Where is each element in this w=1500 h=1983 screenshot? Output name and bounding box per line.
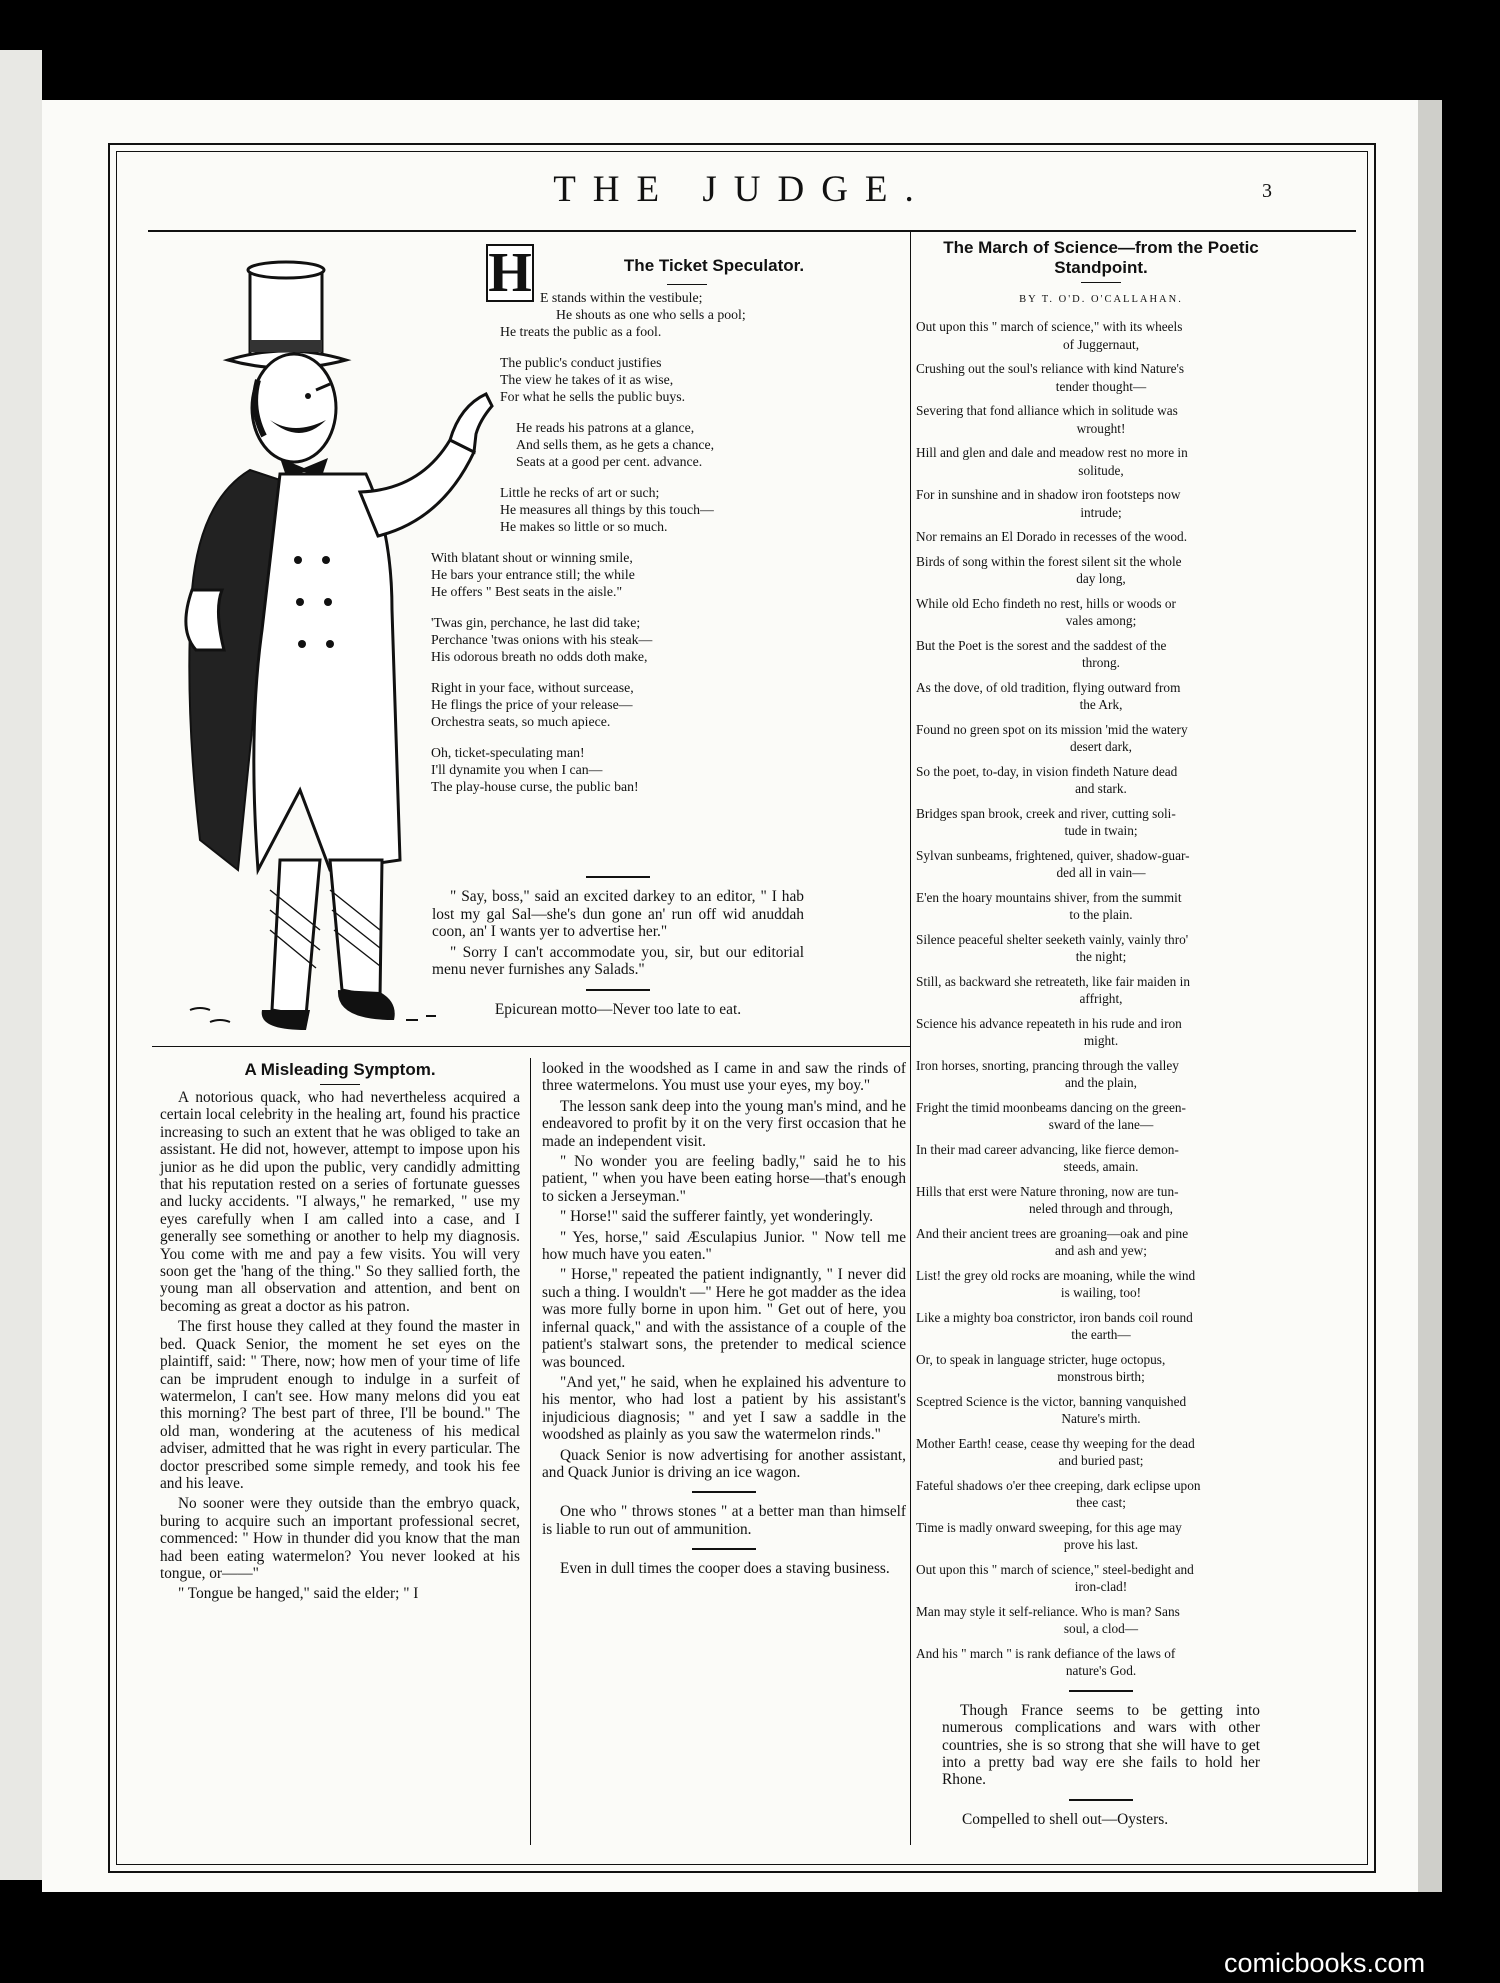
drop-cap: H bbox=[486, 244, 534, 302]
symptom-paragraph: " Horse!" said the sufferer faintly, yet wonderingly. bbox=[560, 1208, 874, 1226]
symptom-paragraph: " No wonder you are feeling badly," said he to his patient, " when you have been eating horse—that's enough to sicken a Jerseyman." bbox=[542, 1153, 906, 1205]
science-couplet bbox=[916, 889, 1286, 924]
science-couplet bbox=[916, 721, 1286, 756]
science-couplet bbox=[916, 679, 1286, 714]
science-couplet bbox=[916, 1183, 1286, 1218]
poem-stanzas bbox=[431, 289, 888, 795]
science-line-continued: tender thought— bbox=[1055, 378, 1147, 394]
science-line-continued: wrought! bbox=[1076, 420, 1126, 436]
science-couplet bbox=[916, 847, 1286, 882]
science-couplet bbox=[916, 1393, 1286, 1428]
science-line-continued: vales among; bbox=[1065, 613, 1137, 629]
poem-line: The public's conduct justifies bbox=[500, 355, 662, 370]
science-couplet bbox=[916, 553, 1286, 588]
science-couplet bbox=[916, 931, 1286, 966]
poem-line: He treats the public as a fool. bbox=[500, 324, 662, 339]
science-line: And their ancient trees are groaning—oak and pine bbox=[916, 1225, 1189, 1241]
science-line: Fright the timid moonbeams dancing on the green- bbox=[916, 1099, 1186, 1115]
science-line: Out upon this " march of science," steel-bedight and bbox=[916, 1561, 1194, 1577]
science-line-continued: the earth— bbox=[1071, 1327, 1131, 1343]
symptom-paragraph: A notorious quack, who had nevertheless acquired a certain local celebrity in the healing art, found his practice increasing to such an extent that he was obliged to take an assistant. He did not, however, attempt to impose upon his junior as he did upon the public, very candidly admitting that his reputation rested on a series of fortunate guesses and lucky accidents. "I always," he remarked, " use my eyes carefully when I am called into a case, and I generally see something or another to help my diagnosis. You come with me and pay a few visits. You will very soon get the 'hang of the thing." So they sallied forth, the young man all observation and attention, and bent on becoming as great a doctor as his patron. bbox=[160, 1089, 520, 1315]
science-couplet bbox=[916, 1099, 1286, 1134]
science-line-continued: monstrous birth; bbox=[1057, 1369, 1145, 1385]
poem-line: He bars your entrance still; the while bbox=[431, 567, 635, 582]
poem-line: And sells them, as he gets a chance, bbox=[516, 437, 715, 452]
science-line-continued: nature's God. bbox=[1065, 1663, 1137, 1679]
science-line-continued: Nature's mirth. bbox=[1061, 1411, 1141, 1427]
poem-line: He shouts as one who sells a pool; bbox=[556, 307, 746, 322]
poem-stanza bbox=[500, 354, 888, 405]
march-of-science-title: The March of Science—from the Poetic Standpoint. bbox=[943, 238, 1259, 277]
misleading-symptom-col2 bbox=[542, 1060, 906, 1581]
masthead-title: THE JUDGE. bbox=[553, 169, 931, 210]
science-title-rule bbox=[1081, 282, 1121, 283]
column-rule-right bbox=[910, 230, 911, 1845]
science-line: Bridges span brook, creek and river, cutting soli- bbox=[916, 805, 1176, 821]
science-line: Man may style it self-reliance. Who is man? Sans bbox=[916, 1603, 1180, 1619]
ticket-speculator-article bbox=[431, 242, 888, 809]
science-line: But the Poet is the sorest and the saddest of the bbox=[916, 637, 1167, 653]
science-couplet bbox=[916, 1603, 1286, 1638]
science-line-continued: the Ark, bbox=[1079, 697, 1123, 713]
science-couplet bbox=[916, 1309, 1286, 1344]
symptom-paragraph: "And yet," he said, when he explained his adventure to his mentor, who had lost a patient by his assistant's injudicious diagnosis; " and yet I saw a saddle in the woodshed as plainly as you saw the watermelon rinds." bbox=[542, 1373, 906, 1444]
poem-line: He reads his patrons at a glance, bbox=[516, 420, 695, 435]
science-line-continued: soul, a clod— bbox=[1063, 1621, 1139, 1637]
symptom-paragraph: No sooner were they outside than the embryo quack, buring to acquire such an important professional secret, commenced: " How in thunder did you know that the man had been eating watermelon? You never looked at his tongue, or——" bbox=[160, 1495, 520, 1582]
ticket-speculator-title: The Ticket Speculator. bbox=[623, 256, 805, 275]
science-line: Sceptred Science is the victor, banning vanquished bbox=[916, 1393, 1187, 1409]
science-line-continued: and stark. bbox=[1075, 781, 1127, 797]
science-poem bbox=[916, 318, 1286, 1680]
symptom-paragraph: The lesson sank deep into the young man's mind, and he endeavored to profit by it on the very first occasion that he made an independent visit. bbox=[542, 1097, 906, 1150]
poem-stanza bbox=[500, 484, 888, 535]
symptom-title-rule bbox=[320, 1084, 360, 1085]
science-line-continued: day long, bbox=[1076, 571, 1126, 587]
symptom-paragraph: " Yes, horse," said Æsculapius Junior. " Now tell me how much have you eaten." bbox=[542, 1228, 906, 1264]
shoe-icon bbox=[262, 1010, 310, 1030]
poem-line: He offers " Best seats in the aisle." bbox=[431, 584, 623, 599]
poem-line: For what he sells the public buys. bbox=[500, 389, 686, 404]
masthead-rule-right bbox=[906, 230, 1356, 232]
cooper-joke: Even in dull times the cooper does a staving business. bbox=[560, 1560, 890, 1578]
science-line: Birds of song within the forest silent sit the whole bbox=[916, 553, 1182, 569]
science-line: Silence peaceful shelter seeketh vainly, vainly thro' bbox=[916, 931, 1189, 947]
science-line-continued: and the plain, bbox=[1064, 1075, 1137, 1091]
symptom-paragraph: The first house they called at they found the master in bed. Quack Senior, the moment he set eyes on the plaintiff, said: " There, now; how men of your time of life can be imprudent enough to indulge in a surfeit of watermelon, I can't see. How many melons did you eat this morning? The best part of three, I'll be bound." The old man, wondering at the acuteness of his medical adviser, admitted that he was right in every particular. The doctor prescribed some simple remedy, and took his fee and his leave. bbox=[160, 1318, 520, 1492]
science-line-continued: intrude; bbox=[1080, 504, 1122, 520]
stones-rule bbox=[692, 1548, 756, 1550]
science-end-rule bbox=[1069, 1690, 1133, 1692]
science-line-continued: and buried past; bbox=[1058, 1453, 1144, 1469]
poem-line: Orchestra seats, so much apiece. bbox=[431, 714, 611, 729]
science-line: So the poet, to-day, in vision findeth Nature dead bbox=[916, 763, 1178, 779]
poem-line: I'll dynamite you when I can— bbox=[431, 762, 603, 777]
misleading-symptom-title: A Misleading Symptom. bbox=[244, 1060, 436, 1079]
science-byline: BY T. O'D. O'CALLAHAN. bbox=[1019, 294, 1183, 305]
science-couplet bbox=[916, 1267, 1286, 1302]
science-line-continued: prove his last. bbox=[1063, 1537, 1139, 1553]
head-icon bbox=[252, 354, 336, 462]
poem-stanza bbox=[516, 419, 888, 470]
science-couplet bbox=[916, 1141, 1286, 1176]
science-couplet bbox=[916, 1561, 1286, 1596]
march-of-science-article bbox=[916, 238, 1286, 1828]
science-couplet bbox=[916, 973, 1286, 1008]
oysters-joke: Compelled to shell out—Oysters. bbox=[962, 1810, 1169, 1828]
science-line-continued: and ash and yew; bbox=[1055, 1243, 1147, 1259]
science-line-continued: tude in twain; bbox=[1064, 823, 1138, 839]
poem-line: He makes so little or so much. bbox=[500, 519, 668, 534]
science-line-continued: throng. bbox=[1081, 655, 1121, 671]
site-watermark: comicbooks.com bbox=[1224, 1948, 1426, 1978]
poem-line: The view he takes of it as wise, bbox=[500, 372, 674, 387]
science-line: Science his advance repeateth in his rude and iron bbox=[916, 1015, 1182, 1031]
symptom-paragraph: " Horse," repeated the patient indignantly, " I never did such a thing. I wouldn't —" Here he got madder as the idea was more fully borne in upon him. " Get out of here, you infernal quack," and with the assistance of a couple of the patient's stalwart sons, the pretender to medical science was bounced. bbox=[542, 1266, 906, 1371]
science-line: While old Echo findeth no rest, hills or woods or bbox=[916, 595, 1176, 611]
poem-stanza bbox=[431, 679, 888, 730]
science-couplet bbox=[916, 1351, 1286, 1386]
adjacent-page-edge bbox=[0, 50, 42, 1880]
poem-stanza bbox=[500, 289, 888, 340]
science-line: Like a mighty boa constrictor, iron bands coil round bbox=[916, 1309, 1193, 1325]
science-line: Time is madly onward sweeping, for this age may bbox=[916, 1519, 1182, 1535]
science-couplet bbox=[916, 486, 1286, 521]
poem-line: Perchance 'twas onions with his steak— bbox=[431, 632, 653, 647]
misleading-symptom-col1 bbox=[160, 1056, 520, 1606]
stones-joke: One who " throws stones " at a better man than himself is liable to run out of ammunition. bbox=[542, 1503, 906, 1538]
science-line: Found no green spot on its mission 'mid the watery bbox=[916, 721, 1188, 737]
science-couplet bbox=[916, 360, 1286, 395]
book-spine bbox=[1418, 100, 1442, 1892]
darkey-joke bbox=[432, 876, 804, 1021]
science-line: For in sunshine and in shadow iron footsteps now bbox=[916, 487, 1181, 503]
science-line: As the dove, of old tradition, flying outward from bbox=[916, 679, 1181, 695]
poem-line: Little he recks of art or such; bbox=[500, 485, 660, 500]
science-couplet bbox=[916, 1477, 1286, 1512]
joke-paragraph-2: " Sorry I can't accommodate you, sir, but our editorial menu never furnishes any Salads." bbox=[432, 943, 804, 978]
page-number: 3 bbox=[1262, 180, 1272, 202]
science-line-continued: affright, bbox=[1079, 991, 1123, 1007]
science-line: Mother Earth! cease, cease thy weeping for the dead bbox=[916, 1435, 1195, 1451]
science-couplet bbox=[916, 1435, 1286, 1470]
science-couplet bbox=[916, 402, 1286, 437]
poem-line: Oh, ticket-speculating man! bbox=[431, 745, 585, 760]
science-line-continued: might. bbox=[1083, 1033, 1119, 1049]
science-line-continued: neled through and through, bbox=[1028, 1201, 1174, 1217]
science-line-continued: thee cast; bbox=[1076, 1495, 1126, 1511]
science-couplet bbox=[916, 1519, 1286, 1554]
science-line-continued: is wailing, too! bbox=[1060, 1285, 1142, 1301]
epicurean-motto: Epicurean motto—Never too late to eat. bbox=[494, 1000, 742, 1018]
science-couplet bbox=[916, 805, 1286, 840]
science-line: Nor remains an El Dorado in recesses of the wood. bbox=[916, 529, 1188, 545]
science-line: In their mad career advancing, like fierce demon- bbox=[916, 1141, 1179, 1157]
france-rule bbox=[1069, 1799, 1133, 1801]
joke-rule bbox=[586, 876, 650, 878]
science-line: Fateful shadows o'er thee creeping, dark eclipse upon bbox=[916, 1477, 1201, 1493]
poem-line: Seats at a good per cent. advance. bbox=[516, 454, 703, 469]
poem-line: He measures all things by this touch— bbox=[500, 502, 714, 517]
science-line-continued: the night; bbox=[1075, 949, 1127, 965]
science-line-continued: solitude, bbox=[1078, 462, 1124, 478]
science-couplet bbox=[916, 444, 1286, 479]
france-joke: Though France seems to be getting into numerous complications and wars with other countries, she is so strong that she will have to get into a pretty bad way ere she fails to hold her Rhone. bbox=[942, 1701, 1260, 1789]
science-line-continued: to the plain. bbox=[1069, 907, 1133, 923]
science-line: Iron horses, snorting, prancing through the valley bbox=[916, 1057, 1179, 1073]
science-couplet bbox=[916, 1645, 1286, 1680]
science-couplet bbox=[916, 1015, 1286, 1050]
science-line-continued: iron-clad! bbox=[1074, 1579, 1128, 1595]
science-line: E'en the hoary mountains shiver, from the summit bbox=[916, 889, 1182, 905]
science-line: Crushing out the soul's reliance with kind Nature's bbox=[916, 361, 1185, 377]
science-couplet bbox=[916, 637, 1286, 672]
science-line: Severing that fond alliance which in solitude was bbox=[916, 403, 1178, 419]
science-couplet bbox=[916, 763, 1286, 798]
science-line: List! the grey old rocks are moaning, while the wind bbox=[916, 1267, 1196, 1283]
joke-rule-2 bbox=[586, 989, 650, 991]
science-line: Out upon this " march of science," with its wheels bbox=[916, 319, 1183, 335]
science-line-continued: desert dark, bbox=[1069, 739, 1133, 755]
science-couplet bbox=[916, 1225, 1286, 1260]
poem-line: E stands within the vestibule; bbox=[540, 290, 703, 305]
joke-paragraph-1: " Say, boss," said an excited darkey to an editor, " I hab lost my gal Sal—she's dun gone an' run off wid anuddah coon, an' I wants yer to advertise her." bbox=[432, 888, 804, 940]
science-couplet bbox=[916, 528, 1286, 546]
poem-line: The play-house curse, the public ban! bbox=[431, 779, 639, 794]
title-rule bbox=[667, 284, 707, 285]
poem-stanza bbox=[431, 614, 888, 665]
symptom-end-rule bbox=[692, 1491, 756, 1493]
symptom-paragraph: " Tongue be hanged," said the elder; " I bbox=[178, 1585, 419, 1603]
science-couplet bbox=[916, 1057, 1286, 1092]
science-line-continued: of Juggernaut, bbox=[1062, 336, 1140, 352]
poem-line: He flings the price of your release— bbox=[431, 697, 633, 712]
science-line: Or, to speak in language stricter, huge octopus, bbox=[916, 1351, 1166, 1367]
poem-line: His odorous breath no odds doth make, bbox=[431, 649, 648, 664]
science-couplet bbox=[916, 595, 1286, 630]
poem-stanza bbox=[431, 744, 888, 795]
science-line: Still, as backward she retreateth, like fair maiden in bbox=[916, 973, 1190, 989]
poem-line: Right in your face, without surcease, bbox=[431, 680, 634, 695]
science-line-continued: sward of the lane— bbox=[1048, 1117, 1154, 1133]
science-line: Hill and glen and dale and meadow rest no more in bbox=[916, 445, 1188, 461]
poem-line: 'Twas gin, perchance, he last did take; bbox=[431, 615, 641, 630]
science-line: And his " march " is rank defiance of the laws of bbox=[916, 1645, 1176, 1661]
science-line-continued: ded all in vain— bbox=[1056, 865, 1146, 881]
science-couplet bbox=[916, 318, 1286, 353]
science-line-continued: steeds, amain. bbox=[1063, 1159, 1139, 1175]
symptom-paragraph: looked in the woodshed as I came in and saw the rinds of three watermelons. You must use your eyes, my boy." bbox=[542, 1060, 906, 1095]
poem-line: With blatant shout or winning smile, bbox=[431, 550, 633, 565]
science-line: Hills that erst were Nature throning, now are tun- bbox=[916, 1183, 1179, 1199]
column-rule-middle bbox=[530, 1058, 531, 1845]
poem-stanza bbox=[431, 549, 888, 600]
science-line: Sylvan sunbeams, frightened, quiver, shadow-guar- bbox=[916, 847, 1190, 863]
symptom-paragraph: Quack Senior is now advertising for another assistant, and Quack Junior is driving an ice wagon. bbox=[542, 1446, 906, 1481]
